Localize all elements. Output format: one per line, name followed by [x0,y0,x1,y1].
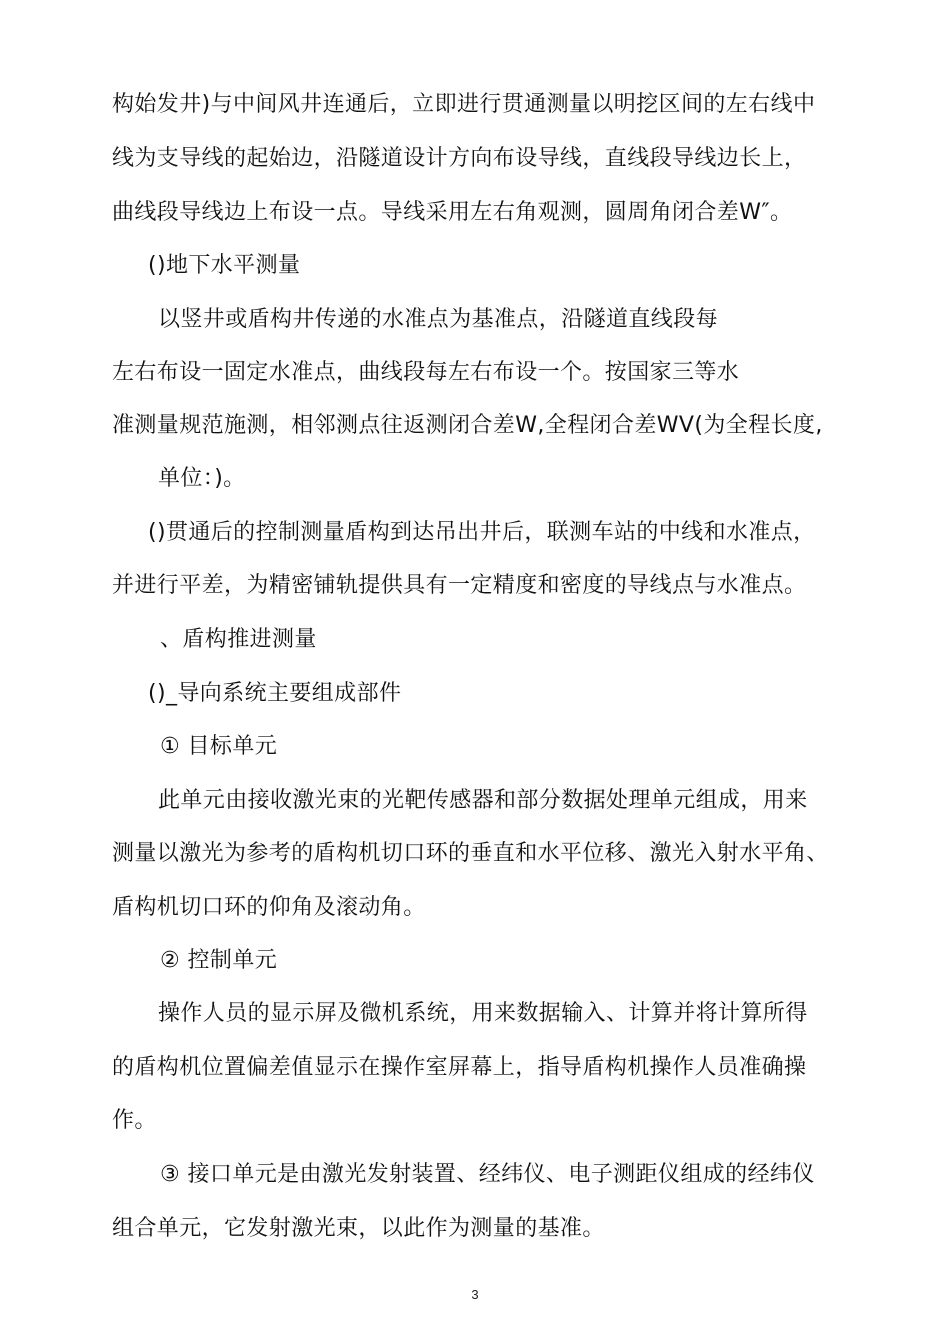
text-line: 线为支导线的起始边，沿隧道设计方向布设导线，直线段导线边长上， [112,146,807,171]
text-line: 组合单元，它发射激光束，以此作为测量的基准。 [112,1216,605,1241]
text-line: 盾构机切口环的仰角及滚动角。 [112,895,426,920]
text-line: 的盾构机位置偏差值显示在操作室屏幕上，指导盾构机操作人员准确操 [112,1055,807,1080]
text-line: 以竖井或盾构井传递的水准点为基准点，沿隧道直线段每 [158,307,719,332]
section-heading: ()地下水平测量 [148,253,301,278]
list-item-heading: ① 目标单元 [160,734,278,759]
text-line: 单位：)。 [158,466,246,491]
text-line: 并进行平差，为精密铺轨提供具有一定精度和密度的导线点与水准点。 [112,573,807,598]
section-heading: ()_导向系统主要组成部件 [148,681,402,706]
section-heading: ()贯通后的控制测量盾构到达吊出井后，联测车站的中线和水准点， [148,520,816,545]
text-line: 左右布设一固定水准点，曲线段每左右布设一个。按国家三等水 [112,360,740,385]
text-line: 构始发井)与中间风井连通后，立即进行贯通测量以明挖区间的左右线中 [112,92,816,117]
section-heading: 、盾构推进测量 [160,627,317,652]
text-line: 曲线段导线边上布设一点。导线采用左右角观测，圆周角闭合差W″。 [112,200,793,225]
text-line: 操作人员的显示屏及微机系统，用来数据输入、计算并将计算所得 [158,1001,808,1026]
page-number: 3 [471,1287,479,1302]
text-line: 准测量规范施测，相邻测点往返测闭合差W,全程闭合差WV(为全程长度, [112,413,823,438]
text-line: 此单元由接收激光束的光靶传感器和部分数据处理单元组成，用来 [158,788,808,813]
list-item-heading: ② 控制单元 [160,948,278,973]
text-line: 作。 [112,1108,157,1133]
text-line: 测量以激光为参考的盾构机切口环的垂直和水平位移、激光入射水平角、 [112,841,829,866]
text-line: ③ 接口单元是由激光发射装置、经纬仪、电子测距仪组成的经纬仪 [160,1162,815,1187]
